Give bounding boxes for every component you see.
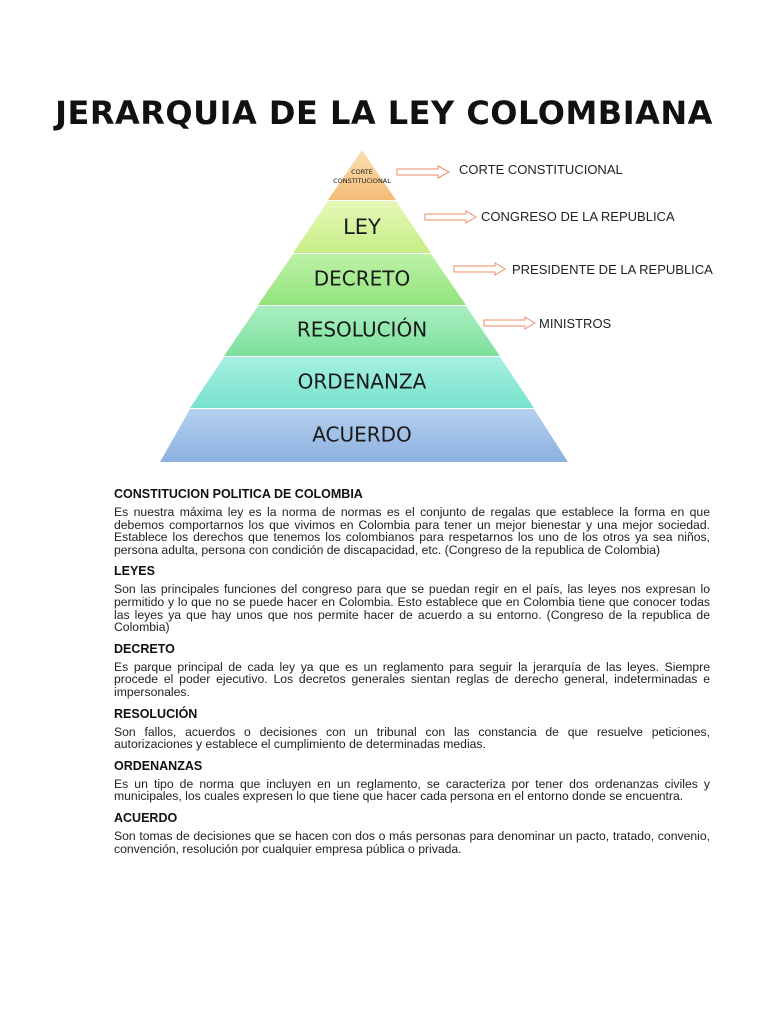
section-decreto <box>114 642 710 699</box>
tier-label-corte-line1: CORTE <box>351 168 373 176</box>
tier-label-acuerdo: ACUERDO <box>312 422 412 447</box>
section-resolucion <box>114 707 710 751</box>
section-body: Es nuestra máxima ley es la norma de normas es el conjunto de regalas que establece la forma en que debemos comportarnos los que vivimos en Colombia para tener un mejor bienestar y una mejor sociedad. Establece los derechos que tenemos los colombianos para respetarnos los uno de los otros ya sea niños, persona adulta, persona con condición de discapacidad, etc. (Congreso de la republica de Colombia) <box>114 505 710 557</box>
section-body: Son tomas de decisiones que se hacen con dos o más personas para denominar un pacto, tratado, convenio, convención, resolución por cualquier empresa pública o privada. <box>114 828 710 856</box>
section-constitucion <box>114 487 710 556</box>
section-leyes <box>114 564 710 633</box>
authority-label-presidente: PRESIDENTE DE LA REPUBLICA <box>512 262 713 277</box>
section-body: Es un tipo de norma que incluyen en un reglamento, se caracteriza por tener dos ordenanzas civiles y municipales, los cuales expresen lo que tiene que hacer cada persona en el entorno donde se encuentra. <box>114 776 710 804</box>
arrow-right-icon <box>454 263 505 275</box>
section-ordenanzas <box>114 759 710 803</box>
arrow-right-icon <box>425 211 476 223</box>
arrow-right-icon <box>397 166 449 178</box>
section-heading: ACUERDO <box>114 810 178 825</box>
tier-label-corte-line2: CONSTITUCIONAL <box>333 177 391 185</box>
section-body: Es parque principal de cada ley ya que es un reglamento para seguir la jerarquía de las leyes. Siempre procede el poder ejecutivo. Los decretos generales sientan reglas de derecho general, indeterminadas e impersonales. <box>114 659 710 699</box>
section-heading: DECRETO <box>114 641 175 656</box>
section-heading: ORDENANZAS <box>114 758 203 773</box>
tier-label-ordenanza: ORDENANZA <box>297 369 427 394</box>
tier-label-decreto: DECRETO <box>313 266 411 291</box>
authority-label-congreso: CONGRESO DE LA REPUBLICA <box>481 209 675 224</box>
section-heading: CONSTITUCION POLITICA DE COLOMBIA <box>114 487 363 501</box>
section-heading: RESOLUCIÓN <box>114 706 198 721</box>
authority-label-corte: CORTE CONSTITUCIONAL <box>459 162 623 177</box>
tier-label-resolucion: RESOLUCIÓN <box>296 317 428 342</box>
law-hierarchy-pyramid <box>0 0 768 480</box>
page-title: JERARQUIA DE LA LEY COLOMBIANA <box>55 94 713 132</box>
authority-label-ministros: MINISTROS <box>539 316 612 331</box>
tier-label-ley: LEY <box>343 215 381 239</box>
arrow-right-icon <box>484 317 535 329</box>
section-body: Son las principales funciones del congreso para que se puedan regir en el país, las leyes nos expresan lo permitido y lo que no se puede hacer en Colombia. Esto establece que en Colombia tiene que conocer todas las leyes ya que hay unos que nos permite hacer de acuerdo a su entorno. (Congreso de la republica de Colombia) <box>114 582 710 635</box>
section-heading: LEYES <box>114 564 155 579</box>
definitions-list <box>114 487 710 863</box>
section-acuerdo <box>114 811 710 855</box>
section-body: Son fallos, acuerdos o decisiones con un tribunal con las constancia de que resuelve peticiones, autorizaciones y establece el cumplimiento de determinadas medias. <box>114 724 710 752</box>
